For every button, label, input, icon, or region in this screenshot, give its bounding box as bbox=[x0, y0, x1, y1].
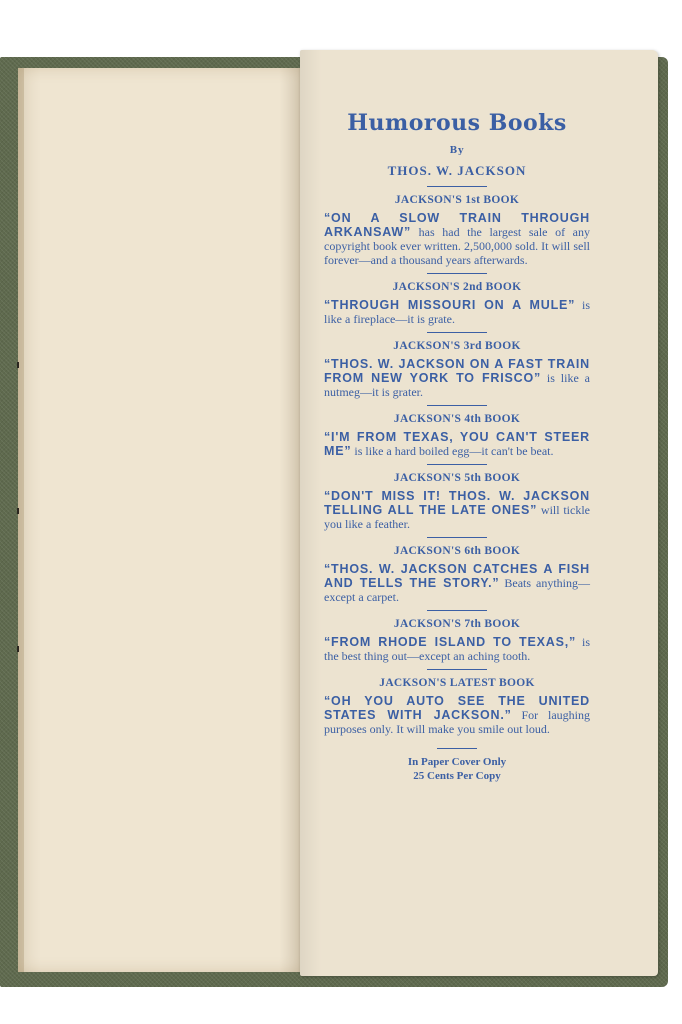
book-title: “FROM RHODE ISLAND TO TEXAS,” bbox=[324, 635, 577, 649]
book-description bbox=[324, 489, 590, 531]
book-label: JACKSON'S 6th BOOK bbox=[393, 545, 521, 557]
divider bbox=[437, 748, 477, 749]
divider bbox=[427, 669, 487, 670]
book-label: JACKSON'S 5th BOOK bbox=[393, 472, 521, 484]
book-description bbox=[324, 430, 590, 458]
book-title: “DON'T MISS IT! THOS. W. JACKSON TELLING ALL THE LATE ONES” bbox=[324, 489, 590, 517]
book-blurb: is like a hard boiled egg—it can't be beat. bbox=[351, 444, 554, 458]
ad-author: THOS. W. JACKSON bbox=[387, 163, 527, 178]
price-note-line1: In Paper Cover Only bbox=[407, 756, 507, 768]
binding-stitch bbox=[17, 508, 19, 514]
book-entry bbox=[324, 280, 590, 326]
divider bbox=[427, 405, 487, 406]
price-note bbox=[324, 755, 590, 783]
book-entry bbox=[324, 617, 590, 663]
divider bbox=[427, 464, 487, 465]
divider bbox=[427, 537, 487, 538]
book-description bbox=[324, 694, 590, 736]
book-label: JACKSON'S LATEST BOOK bbox=[379, 677, 535, 689]
book-label: JACKSON'S 2nd BOOK bbox=[392, 281, 522, 293]
book-label: JACKSON'S 1st BOOK bbox=[394, 194, 520, 206]
book-entry bbox=[324, 412, 590, 458]
book-blurb: has had the largest sale of any copyright book ever written. 2,500,000 sold. It will sell forever—and a thousand years afterwards. bbox=[324, 225, 590, 267]
book-title: “THROUGH MISSOURI ON A MULE” bbox=[324, 298, 576, 312]
book-title: “THOS. W. JACKSON ON A FAST TRAIN FROM NEW YORK TO FRISCO” bbox=[324, 357, 590, 385]
book-blurb: will tickle you like a feather. bbox=[324, 503, 590, 531]
book-description bbox=[324, 635, 590, 663]
book-label: JACKSON'S 7th BOOK bbox=[393, 618, 521, 630]
book-entry bbox=[324, 193, 590, 267]
ad-by: By bbox=[449, 146, 465, 156]
book-description bbox=[324, 298, 590, 326]
divider bbox=[427, 273, 487, 274]
book-blurb: is like a fireplace—it is grate. bbox=[324, 298, 590, 326]
binding-stitch bbox=[17, 362, 19, 368]
book-label: JACKSON'S 4th BOOK bbox=[393, 413, 521, 425]
book-title: “I'M FROM TEXAS, YOU CAN'T STEER ME” bbox=[324, 430, 590, 458]
book-blurb: For laughing purposes only. It will make you smile out loud. bbox=[324, 708, 590, 736]
divider bbox=[427, 332, 487, 333]
divider bbox=[427, 610, 487, 611]
book-entry bbox=[324, 544, 590, 604]
ad-title: Humorous Books bbox=[347, 110, 567, 136]
book-label: JACKSON'S 3rd BOOK bbox=[393, 340, 521, 352]
book-blurb: is the best thing out—except an aching tooth. bbox=[324, 635, 590, 663]
divider bbox=[427, 186, 487, 187]
book-title: “OH YOU AUTO SEE THE UNITED STATES WITH JACKSON.” bbox=[324, 694, 590, 722]
book-entry bbox=[324, 676, 590, 736]
book-blurb: is like a nutmeg—it is grater. bbox=[324, 371, 590, 399]
advertisement bbox=[324, 108, 590, 783]
book-description bbox=[324, 357, 590, 399]
left-endpaper bbox=[18, 68, 302, 972]
binding-stitch bbox=[17, 646, 19, 652]
book-blurb: Beats anything—except a carpet. bbox=[324, 576, 591, 604]
book-title: “THOS. W. JACKSON CATCHES A FISH AND TELLS THE STORY.” bbox=[324, 562, 590, 590]
book-description bbox=[324, 211, 590, 267]
book-title: “ON A SLOW TRAIN THROUGH ARKANSAW” bbox=[324, 211, 590, 239]
price-note-line2: 25 Cents Per Copy bbox=[413, 770, 501, 782]
book-entry bbox=[324, 339, 590, 399]
book-description bbox=[324, 562, 590, 604]
book-entry bbox=[324, 471, 590, 531]
page-gutter bbox=[18, 68, 24, 972]
